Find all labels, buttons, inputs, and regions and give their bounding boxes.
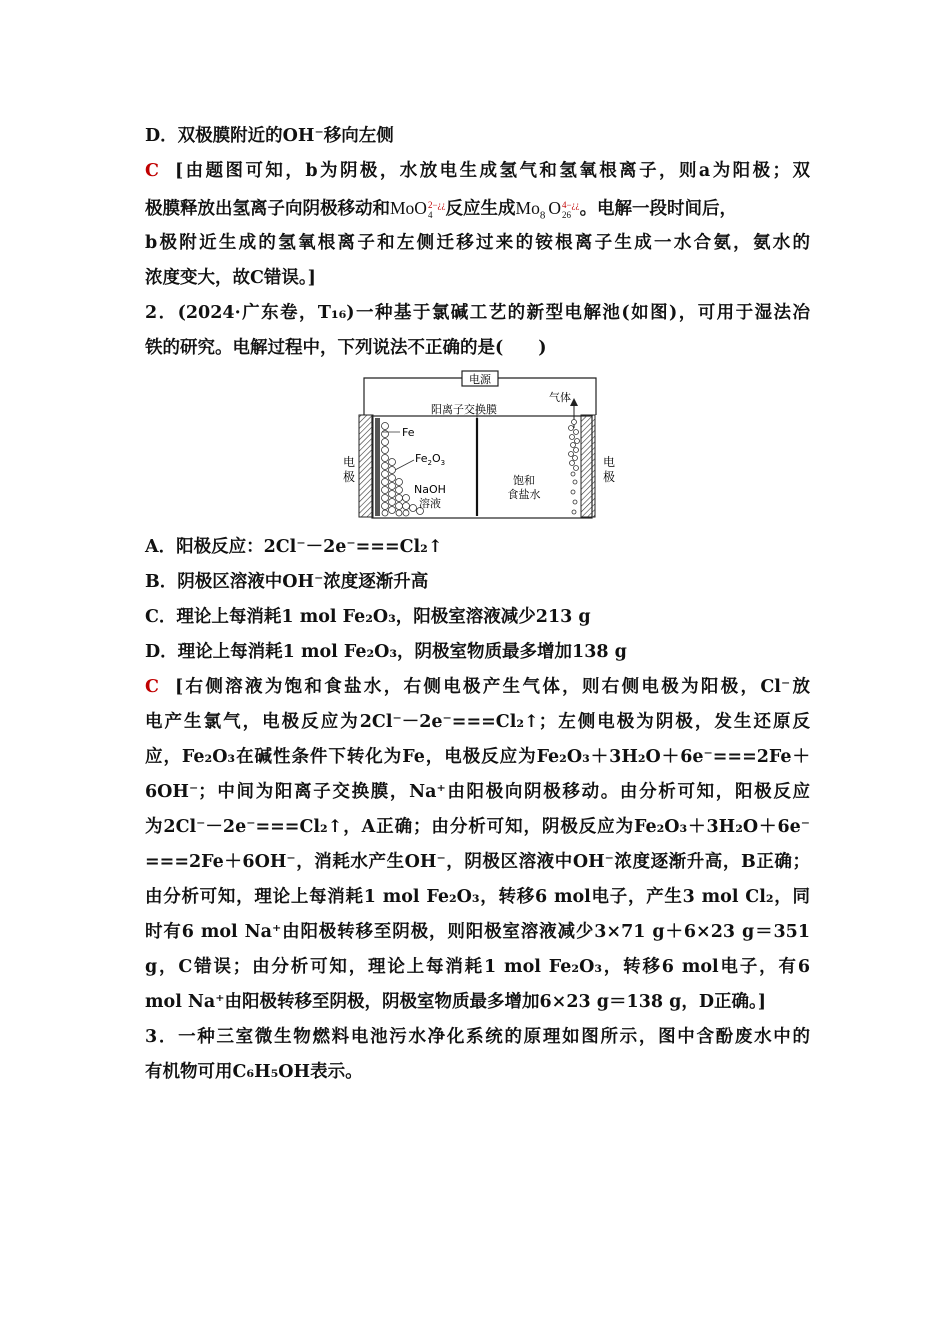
fe2o3-sub1: 2 xyxy=(427,459,432,467)
q1-analysis-line-3: b极附近生成的氢氧根离子和左侧迁移过来的铵根离子生成一水合氨，氨水的 xyxy=(145,233,810,253)
molybdate-ion-base: MoO xyxy=(390,198,427,218)
polymolybdate-ion-charge: 4−¿¿ xyxy=(561,199,580,210)
q2-stem-line-1: 2．(2024·广东卷，T₁₆)一种基于氯碱工艺的新型电解池(如图)，可用于湿法冶 xyxy=(145,303,810,323)
naoh-solution-label: 溶液 xyxy=(419,497,441,510)
left-electrode-label-2: 极 xyxy=(342,470,356,484)
q2-stem-line-2: 铁的研究。电解过程中，下列说法不正确的是( ) xyxy=(145,338,547,358)
power-supply-label: 电源 xyxy=(469,373,491,386)
saturated-label: 饱和 xyxy=(513,474,535,487)
fe-label: Fe xyxy=(402,426,415,439)
q2-analysis-line-1 xyxy=(145,675,810,699)
fe-plate xyxy=(375,418,380,516)
gas-label: 气体 xyxy=(549,391,571,404)
polymolybdate-ion-base: Mo xyxy=(515,198,540,218)
fe2o3-sub2: 3 xyxy=(440,459,446,467)
right-wire xyxy=(498,378,596,415)
q2-analysis-line-2: 电产生氯气，电极反应为2Cl⁻－2e⁻===Cl₂↑；左侧电极为阴极，发生还原反 xyxy=(145,712,810,732)
right-electrode-label-2: 极 xyxy=(602,470,616,484)
q1-analysis-text-2c: 。电解一段时间后， xyxy=(579,199,738,219)
q2-analysis-line-4: 6OH⁻；中间为阳离子交换膜，Na⁺由阳极向阴极移动。由分析可知，阳极反应 xyxy=(145,782,810,802)
q2-analysis-line-7: 由分析可知，理论上每消耗1 mol Fe₂O₃，转移6 mol电子，产生3 mol Cl₂，同 xyxy=(145,887,810,907)
polymolybdate-ion-oxygen: O xyxy=(548,198,561,218)
q1-analysis-line-4: 浓度变大，故C错误。] xyxy=(145,268,316,288)
polymolybdate-ion xyxy=(516,196,580,220)
q2-analysis-line-6: ===2Fe＋6OH⁻，消耗水产生OH⁻，阴极区溶液中OH⁻浓度逐渐升高，B正确； xyxy=(145,852,810,872)
electrolysis-cell-diagram xyxy=(338,370,620,522)
fe2o3-o: O xyxy=(431,452,441,465)
q1-analysis-line-2 xyxy=(145,196,810,221)
polymolybdate-ion-sub1: 8 xyxy=(539,209,546,222)
right-electrode-label-1: 电 xyxy=(602,455,616,469)
q2-analysis-line-3: 应，Fe₂O₃在碱性条件下转化为Fe，电极反应为Fe₂O₃＋3H₂O＋6e⁻===2Fe＋ xyxy=(145,747,810,767)
molybdate-ion xyxy=(390,196,446,220)
right-electrode xyxy=(581,415,595,517)
q2-analysis-text-1: [右侧溶液为饱和食盐水，右侧电极产生气体，则右侧电极为阳极，Cl⁻放 xyxy=(174,677,810,697)
q1-analysis-text-2b: 反应生成 xyxy=(445,199,516,219)
q2-analysis-line-9: g，C错误；由分析可知，理论上每消耗1 mol Fe₂O₃，转移6 mol电子，有6 xyxy=(145,957,810,977)
left-electrode xyxy=(359,415,373,517)
molybdate-ion-scripts xyxy=(428,200,446,220)
q1-answer-letter: C xyxy=(145,161,159,181)
q1-analysis-text-2a: 极膜释放出氢离子向阴极移动和 xyxy=(145,199,390,219)
polymolybdate-ion-scripts xyxy=(562,200,580,220)
q2-analysis-line-10: mol Na⁺由阳极转移至阴极，阴极室物质最多增加6×23 g＝138 g，D正确。] xyxy=(145,992,767,1012)
fe2o3-fe: Fe xyxy=(415,452,428,465)
q1-option-d: D．双极膜附近的OH⁻移向左侧 xyxy=(145,126,394,146)
q3-stem-line-1: 3．一种三室微生物燃料电池污水净化系统的原理如图所示，图中含酚废水中的 xyxy=(145,1027,810,1047)
gas-arrow-head xyxy=(570,398,578,406)
naoh-label: NaOH xyxy=(414,483,446,496)
q1-analysis-text-1: [由题图可知，b为阴极，水放电生成氢气和氢氧根离子，则a为阳极；双 xyxy=(174,161,810,181)
q2-answer-letter: C xyxy=(145,677,159,697)
q2-option-c: C．理论上每消耗1 mol Fe₂O₃，阳极室溶液减少213 g xyxy=(145,607,591,627)
q1-analysis-line-1 xyxy=(145,159,810,183)
molybdate-ion-subscript: 4 xyxy=(427,209,433,220)
q2-analysis-line-5: 为2Cl⁻－2e⁻===Cl₂↑，A正确；由分析可知，阴极反应为Fe₂O₃＋3H₂O＋6e⁻ xyxy=(145,817,810,837)
q2-option-b: B．阴极区溶液中OH⁻浓度逐渐升高 xyxy=(145,572,429,592)
q2-option-a: A．阳极反应：2Cl⁻－2e⁻===Cl₂↑ xyxy=(145,537,443,557)
q2-analysis-line-8: 时有6 mol Na⁺由阳极转移至阴极，则阳极室溶液减少3×71 g＋6×23 g＝351 xyxy=(145,922,810,942)
polymolybdate-ion-sub2: 26 xyxy=(561,209,571,220)
membrane-label: 阳离子交换膜 xyxy=(431,403,497,416)
q2-option-d: D．理论上每消耗1 mol Fe₂O₃，阴极室物质最多增加138 g xyxy=(145,642,627,662)
molybdate-ion-charge: 2−¿¿ xyxy=(427,199,446,210)
q3-stem-line-2: 有机物可用C₆H₅OH表示。 xyxy=(145,1062,363,1082)
brine-label: 食盐水 xyxy=(507,488,541,501)
left-electrode-label-1: 电 xyxy=(342,455,356,469)
